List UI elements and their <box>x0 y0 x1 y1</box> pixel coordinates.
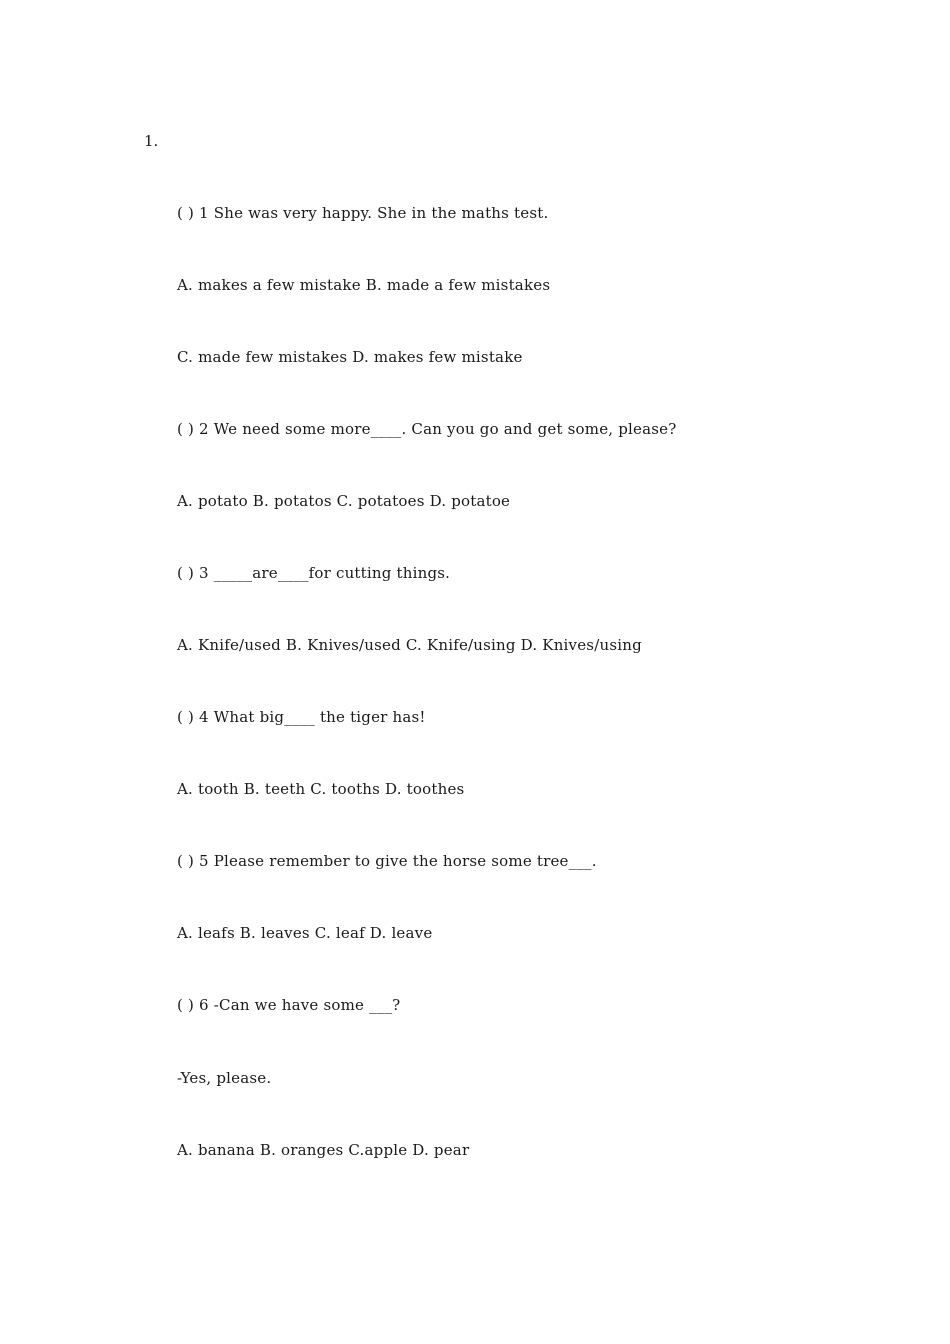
question-1-options-ab: A. makes a few mistake B. made a few mistakes <box>177 276 551 294</box>
question-3-stem: ( ) 3 _____are____for cutting things. <box>177 564 451 582</box>
question-3-options: A. Knife/used B. Knives/used C. Knife/using D. Knives/using <box>177 636 642 654</box>
question-1-options-cd: C. made few mistakes D. makes few mistake <box>177 348 523 366</box>
question-6-stem: ( ) 6 -Can we have some ___? <box>177 996 401 1014</box>
question-2-options: A. potato B. potatos C. potatoes D. potatoe <box>177 492 511 510</box>
question-1-stem: ( ) 1 She was very happy. She in the maths test. <box>177 204 549 222</box>
question-6-response: -Yes, please. <box>177 1069 272 1087</box>
question-6-options: A. banana B. oranges C.apple D. pear <box>177 1141 470 1159</box>
question-4-stem: ( ) 4 What big____ the tiger has! <box>177 708 426 726</box>
question-2-stem: ( ) 2 We need some more____. Can you go and get some, please? <box>177 420 677 438</box>
question-5-stem: ( ) 5 Please remember to give the horse some tree___. <box>177 852 597 870</box>
question-5-options: A. leafs B. leaves C. leaf D. leave <box>177 924 433 942</box>
question-4-options: A. tooth B. teeth C. tooths D. toothes <box>177 780 465 798</box>
question-number: 1. <box>144 132 159 150</box>
